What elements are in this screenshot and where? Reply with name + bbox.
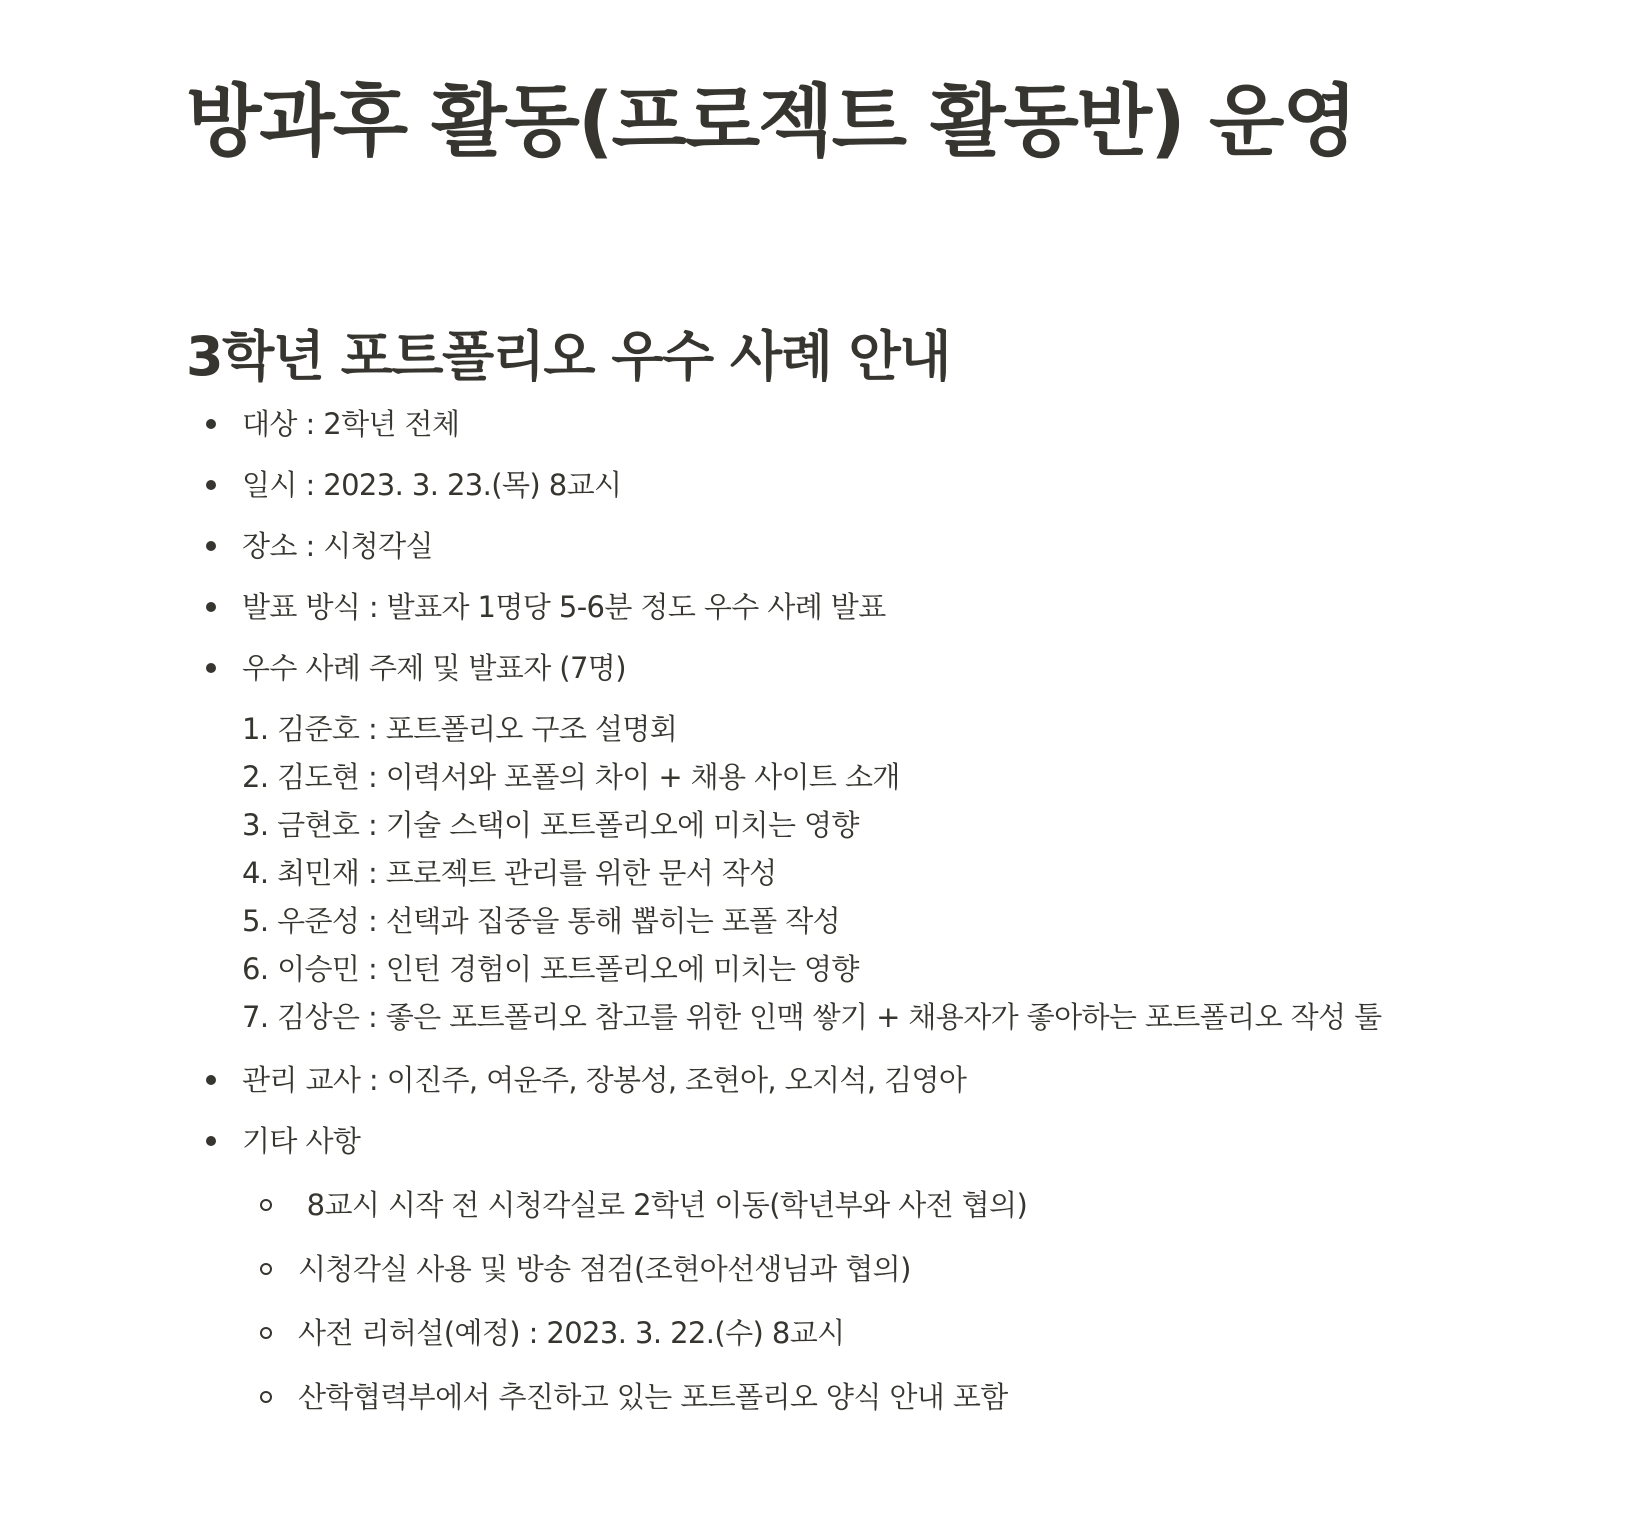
bullet-dot-icon	[206, 1136, 216, 1146]
presenter-item: 3. 금현호 : 기술 스택이 포트폴리오에 미치는 영향	[242, 808, 859, 842]
circle-bullet-icon	[260, 1327, 272, 1339]
circle-bullet-icon	[260, 1199, 272, 1211]
bullet-dot-icon	[206, 1075, 216, 1085]
bullet-text: 기타 사항	[242, 1124, 361, 1158]
sub-bullet-text: 시청각실 사용 및 방송 점검(조현아선생님과 협의)	[298, 1252, 911, 1286]
bullet-dot-icon	[206, 663, 216, 673]
presenter-item: 5. 우준성 : 선택과 집중을 통해 뽑히는 포폴 작성	[242, 904, 841, 938]
presenter-item: 2. 김도현 : 이력서와 포폴의 차이 + 채용 사이트 소개	[242, 760, 900, 794]
sub-bullet-text: 산학협력부에서 추진하고 있는 포트폴리오 양식 안내 포함	[298, 1380, 1008, 1414]
presenter-item: 1. 김준호 : 포트폴리오 구조 설명회	[242, 712, 678, 746]
bullet-text: 대상 : 2학년 전체	[242, 407, 460, 441]
page-title: 방과후 활동(프로젝트 활동반) 운영	[186, 77, 1356, 167]
circle-bullet-icon	[260, 1391, 272, 1403]
bullet-text: 우수 사례 주제 및 발표자 (7명)	[242, 651, 626, 685]
bullet-dot-icon	[206, 419, 216, 429]
bullet-dot-icon	[206, 541, 216, 551]
presenter-item: 4. 최민재 : 프로젝트 관리를 위한 문서 작성	[242, 856, 777, 890]
sub-bullet-text: 사전 리허설(예정) : 2023. 3. 22.(수) 8교시	[298, 1316, 845, 1350]
bullet-text: 발표 방식 : 발표자 1명당 5-6분 정도 우수 사례 발표	[242, 590, 886, 624]
bullet-text: 관리 교사 : 이진주, 여운주, 장봉성, 조현아, 오지석, 김영아	[242, 1063, 967, 1097]
presenter-item: 7. 김상은 : 좋은 포트폴리오 참고를 위한 인맥 쌓기 + 채용자가 좋아하는 포트폴리오 작성 툴	[242, 1000, 1382, 1034]
presenter-item: 6. 이승민 : 인턴 경험이 포트폴리오에 미치는 영향	[242, 952, 859, 986]
circle-bullet-icon	[260, 1263, 272, 1275]
sub-bullet-text: 8교시 시작 전 시청각실로 2학년 이동(학년부와 사전 협의)	[298, 1188, 1028, 1222]
bullet-dot-icon	[206, 480, 216, 490]
bullet-text: 일시 : 2023. 3. 23.(목) 8교시	[242, 468, 622, 502]
section-heading: 3학년 포트폴리오 우수 사례 안내	[186, 325, 950, 388]
bullet-text: 장소 : 시청각실	[242, 529, 433, 563]
bullet-dot-icon	[206, 602, 216, 612]
